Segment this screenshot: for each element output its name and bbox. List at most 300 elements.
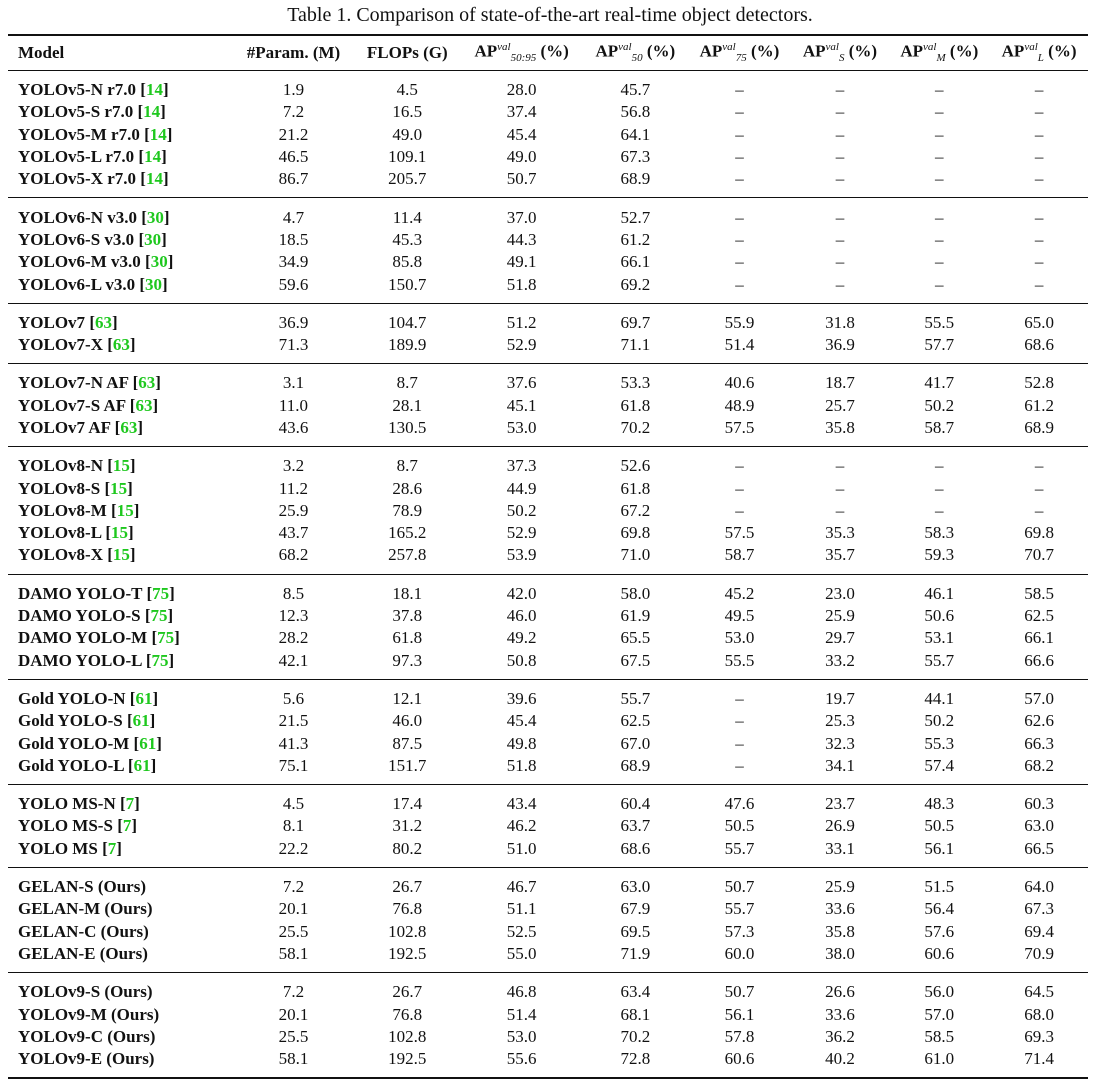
citation-link[interactable]: 61 <box>132 711 150 731</box>
ap-superscript: val <box>825 41 839 54</box>
citation-link[interactable]: 30 <box>144 229 162 249</box>
value-cell: 8.1 <box>282 816 305 836</box>
value-cell: 55.0 <box>460 943 583 973</box>
value-cell: 85.8 <box>392 252 423 272</box>
value-cell: 50.2 <box>506 500 537 520</box>
value-cell: 4.7 <box>282 207 305 227</box>
value-cell: 43.4 <box>506 794 537 814</box>
table-row <box>8 71 1088 102</box>
table-row <box>8 710 1088 732</box>
value-cell: 49.0 <box>506 147 537 167</box>
value-cell: 55.9 <box>724 312 755 332</box>
value-cell: 16.5 <box>392 102 423 122</box>
value-cell: – <box>735 229 744 249</box>
model-name: YOLOv7-X <box>18 335 103 355</box>
value-cell: 56.1 <box>724 1004 755 1024</box>
model-cell: DAMO YOLO-S [75] <box>18 606 174 626</box>
header-param: #Param. (M) <box>246 43 341 62</box>
ap-unit: (%) <box>1043 42 1077 62</box>
table-row <box>8 229 1088 251</box>
model-cell: YOLO MS-N [7] <box>18 794 140 814</box>
model-cell: YOLOv5-N r7.0 [14] <box>18 80 169 100</box>
value-cell: 55.5 <box>687 650 791 680</box>
value-cell: 69.7 <box>620 312 651 332</box>
ap-base: AP <box>802 42 826 62</box>
model-name: Gold YOLO-M <box>18 733 130 753</box>
ap-base: AP <box>595 42 619 62</box>
value-cell: 69.4 <box>1024 921 1054 941</box>
ap-base: AP <box>900 42 924 62</box>
citation-link[interactable]: 30 <box>145 274 163 294</box>
value-cell: 1.9 <box>282 80 305 100</box>
model-name: YOLOv8-M <box>18 500 107 520</box>
table-row <box>8 973 1088 1004</box>
model-cell: Gold YOLO-M [61] <box>18 733 162 753</box>
table-row <box>8 334 1088 364</box>
value-cell: – <box>935 456 944 476</box>
value-cell: 49.2 <box>506 628 537 648</box>
table-row <box>8 921 1088 943</box>
value-cell: 57.3 <box>724 921 755 941</box>
value-cell: – <box>687 273 791 303</box>
value-cell: 34.9 <box>278 252 309 272</box>
model-cell: YOLOv6-N v3.0 [30] <box>18 207 170 227</box>
value-cell: 72.8 <box>583 1048 687 1078</box>
model-cell: YOLOv8-X [15] <box>8 544 232 574</box>
value-cell: 52.9 <box>506 523 537 543</box>
header-ap5095 <box>460 35 583 71</box>
value-cell: 37.0 <box>506 207 537 227</box>
model-name: YOLOv5-X r7.0 <box>18 169 137 189</box>
value-cell: – <box>835 102 845 122</box>
citation-link[interactable]: 75 <box>152 583 170 603</box>
table-row <box>8 251 1088 273</box>
header-row <box>8 35 1088 71</box>
value-cell: 31.2 <box>392 816 423 836</box>
value-cell: 55.7 <box>724 899 755 919</box>
value-cell: 40.2 <box>792 1048 889 1078</box>
value-cell: – <box>835 147 845 167</box>
model-name: DAMO YOLO-S <box>18 606 141 626</box>
value-cell: 19.7 <box>825 688 855 708</box>
value-cell: 63.7 <box>620 816 651 836</box>
value-cell: – <box>835 252 845 272</box>
value-cell: 56.1 <box>888 838 990 868</box>
value-cell: 28.0 <box>506 80 537 100</box>
value-cell: 35.3 <box>825 523 855 543</box>
value-cell: 33.1 <box>792 838 889 868</box>
citation-link[interactable]: 61 <box>133 755 151 775</box>
value-cell: 78.9 <box>392 500 423 520</box>
value-cell: 97.3 <box>355 650 460 680</box>
citation-link[interactable]: 61 <box>135 688 153 708</box>
value-cell: – <box>1034 102 1044 122</box>
value-cell: 25.5 <box>278 921 309 941</box>
citation-link[interactable]: 63 <box>94 312 112 332</box>
value-cell: – <box>835 124 845 144</box>
value-cell: 69.8 <box>620 523 651 543</box>
value-cell: 41.3 <box>278 733 309 753</box>
value-cell: 45.4 <box>506 124 537 144</box>
value-cell: 70.2 <box>620 1026 651 1046</box>
value-cell: 68.9 <box>583 755 687 785</box>
table-row <box>8 574 1088 605</box>
value-cell: 58.0 <box>620 583 651 603</box>
citation-link[interactable]: 14 <box>145 80 163 100</box>
value-cell: 52.8 <box>1024 373 1054 393</box>
value-cell: 5.6 <box>282 688 305 708</box>
value-cell: 57.0 <box>1024 688 1054 708</box>
value-cell: 46.1 <box>924 583 955 603</box>
value-cell: – <box>1034 124 1044 144</box>
table-row <box>8 627 1088 649</box>
value-cell: 71.1 <box>583 334 687 364</box>
value-cell: 57.8 <box>724 1026 755 1046</box>
value-cell: – <box>935 207 944 227</box>
value-cell: 35.7 <box>792 544 889 574</box>
ap-subscript: 50:95 <box>510 52 537 65</box>
table-row <box>8 146 1088 168</box>
value-cell: 87.5 <box>392 733 423 753</box>
value-cell: 102.8 <box>388 921 427 941</box>
value-cell: – <box>735 500 744 520</box>
value-cell: 71.9 <box>583 943 687 973</box>
model-cell: YOLOv5-L r7.0 [14] <box>18 147 167 167</box>
value-cell: 7.2 <box>282 877 305 897</box>
citation-link[interactable]: 75 <box>157 628 175 648</box>
value-cell: – <box>1034 80 1044 100</box>
ap-base: AP <box>1001 42 1025 62</box>
model-cell: YOLOv7-X [63] <box>8 334 232 364</box>
header-ap75 <box>687 35 791 71</box>
value-cell: 50.2 <box>924 711 955 731</box>
value-cell: 61.2 <box>620 229 651 249</box>
value-cell: 43.6 <box>232 417 354 447</box>
citation-link[interactable]: 63 <box>138 373 156 393</box>
value-cell: 62.5 <box>1024 606 1054 626</box>
model-cell: YOLOv8-S [15] <box>18 478 133 498</box>
model-cell: YOLOv7 [63] <box>18 312 118 332</box>
header-flops: FLOPs (G) <box>366 43 448 62</box>
value-cell: 69.2 <box>583 273 687 303</box>
model-name: DAMO YOLO-M <box>18 628 148 648</box>
value-cell: 50.6 <box>924 606 955 626</box>
citation-link[interactable]: 14 <box>144 147 162 167</box>
header-model: Model <box>18 43 65 62</box>
citation-link[interactable]: 75 <box>150 606 168 626</box>
value-cell: 42.0 <box>506 583 537 603</box>
value-cell: 55.6 <box>460 1048 583 1078</box>
value-cell: 11.4 <box>392 207 422 227</box>
value-cell: 18.7 <box>825 373 855 393</box>
value-cell: 46.7 <box>506 877 537 897</box>
ap-superscript: val <box>618 41 632 54</box>
value-cell: 53.0 <box>724 628 755 648</box>
value-cell: 71.0 <box>583 544 687 574</box>
value-cell: 61.2 <box>1024 395 1054 415</box>
value-cell: 68.2 <box>990 755 1088 785</box>
value-cell: 102.8 <box>388 1026 427 1046</box>
value-cell: 26.6 <box>825 982 855 1002</box>
model-name: GELAN-M (Ours) <box>18 899 153 919</box>
header-apm <box>888 35 990 71</box>
citation-link[interactable]: 7 <box>107 838 117 858</box>
citation-link[interactable]: 61 <box>139 733 157 753</box>
value-cell: 20.1 <box>278 899 309 919</box>
value-cell: – <box>735 102 744 122</box>
model-name: YOLOv6-M v3.0 <box>18 252 141 272</box>
citation-link[interactable]: 14 <box>149 124 167 144</box>
citation-link[interactable]: 15 <box>116 500 134 520</box>
value-cell: – <box>735 711 744 731</box>
model-name: YOLO MS-N <box>18 794 116 814</box>
ap-subscript: L <box>1037 52 1044 65</box>
model-cell: YOLOv8-L [15] <box>18 523 134 543</box>
header-aps <box>792 35 889 71</box>
value-cell: 86.7 <box>232 168 354 198</box>
value-cell: 60.6 <box>888 943 990 973</box>
citation-link[interactable]: 15 <box>112 456 130 476</box>
value-cell: – <box>735 688 744 708</box>
value-cell: 21.2 <box>278 124 309 144</box>
value-cell: 7.2 <box>282 102 305 122</box>
value-cell: 68.6 <box>990 334 1088 364</box>
table-row <box>8 544 1088 574</box>
model-name: YOLOv7 <box>18 312 86 332</box>
value-cell: 58.7 <box>687 544 791 574</box>
value-cell: 61.8 <box>392 628 423 648</box>
model-name: YOLOv5-S r7.0 <box>18 102 134 122</box>
value-cell: 50.5 <box>724 816 755 836</box>
value-cell: 52.6 <box>620 456 651 476</box>
value-cell: 59.3 <box>888 544 990 574</box>
value-cell: 45.4 <box>506 711 537 731</box>
model-cell: YOLOv8-M [15] <box>18 500 140 520</box>
value-cell: – <box>935 80 944 100</box>
value-cell: 55.7 <box>687 838 791 868</box>
model-cell: YOLOv5-M r7.0 [14] <box>18 124 173 144</box>
value-cell: 50.7 <box>460 168 583 198</box>
value-cell: 37.6 <box>506 373 537 393</box>
value-cell: 192.5 <box>355 943 460 973</box>
table-row <box>8 477 1088 499</box>
value-cell: 69.5 <box>620 921 651 941</box>
value-cell: 50.2 <box>924 395 955 415</box>
model-cell <box>8 1026 232 1048</box>
model-cell <box>8 973 232 1004</box>
value-cell: 12.3 <box>278 606 309 626</box>
value-cell: 55.7 <box>620 688 651 708</box>
value-cell: 38.0 <box>792 943 889 973</box>
value-cell: – <box>735 478 744 498</box>
model-cell: DAMO YOLO-T [75] <box>18 583 175 603</box>
value-cell: 51.2 <box>506 312 537 332</box>
citation-link[interactable]: 63 <box>135 395 153 415</box>
value-cell: – <box>835 229 845 249</box>
model-name: YOLOv7 AF <box>18 418 111 437</box>
value-cell: 71.3 <box>232 334 354 364</box>
value-cell: 67.3 <box>1024 899 1054 919</box>
table-row <box>8 943 1088 973</box>
value-cell: 37.8 <box>392 606 423 626</box>
citation-link[interactable]: 15 <box>111 523 129 543</box>
value-cell: 4.5 <box>396 80 418 100</box>
ap-unit: (%) <box>844 42 878 62</box>
value-cell: 26.7 <box>392 877 423 897</box>
value-cell: 60.6 <box>687 1048 791 1078</box>
value-cell: 68.9 <box>583 168 687 198</box>
value-cell: 21.5 <box>278 711 309 731</box>
value-cell: 57.7 <box>888 334 990 364</box>
value-cell: 33.6 <box>825 899 855 919</box>
value-cell: 70.2 <box>583 417 687 447</box>
value-cell: – <box>687 755 791 785</box>
value-cell: 22.2 <box>232 838 354 868</box>
table-row <box>8 605 1088 627</box>
value-cell: – <box>990 273 1088 303</box>
ap-superscript: val <box>497 41 511 54</box>
model-name: GELAN-E (Ours) <box>18 943 148 963</box>
model-name: YOLO MS <box>18 838 98 858</box>
value-cell: 8.7 <box>396 456 418 476</box>
value-cell: 41.7 <box>924 373 955 393</box>
citation-link[interactable]: 14 <box>143 102 161 122</box>
model-cell: Gold YOLO-L [61] <box>8 755 232 785</box>
ap-superscript: val <box>1024 41 1038 54</box>
model-cell: YOLOv5-X r7.0 [14] <box>8 168 232 198</box>
model-cell: YOLO MS [7] <box>8 838 232 868</box>
value-cell: – <box>935 252 944 272</box>
value-cell: 48.9 <box>724 395 755 415</box>
value-cell: 28.2 <box>278 628 309 648</box>
citation-link[interactable]: 63 <box>112 335 130 355</box>
value-cell: 7.2 <box>282 982 305 1002</box>
value-cell: 66.6 <box>990 650 1088 680</box>
value-cell: 26.9 <box>825 816 855 836</box>
value-cell: 37.3 <box>506 456 537 476</box>
value-cell: 63.0 <box>620 877 651 897</box>
model-name: YOLOv9-C (Ours) <box>18 1026 156 1046</box>
value-cell: 35.8 <box>792 417 889 447</box>
value-cell: 63.4 <box>620 982 651 1002</box>
value-cell: 45.2 <box>724 583 755 603</box>
value-cell: 68.0 <box>1024 1004 1054 1024</box>
value-cell: 44.1 <box>924 688 955 708</box>
model-name: YOLOv6-N v3.0 <box>18 207 137 227</box>
model-name: YOLOv8-X <box>18 545 103 565</box>
table-row <box>8 364 1088 395</box>
value-cell: 76.8 <box>392 1004 423 1024</box>
value-cell: 42.1 <box>232 650 354 680</box>
citation-link[interactable]: 30 <box>146 207 164 227</box>
citation-link[interactable]: 30 <box>150 252 168 272</box>
model-cell: YOLOv7-N AF [63] <box>18 373 161 393</box>
value-cell: 51.5 <box>924 877 955 897</box>
value-cell: 130.5 <box>355 417 460 447</box>
model-cell: YOLOv6-M v3.0 [30] <box>18 252 174 272</box>
value-cell: – <box>1034 207 1044 227</box>
table-row <box>8 867 1088 898</box>
value-cell: – <box>735 80 744 100</box>
value-cell: 67.2 <box>620 500 651 520</box>
value-cell: 49.5 <box>724 606 755 626</box>
ap-superscript: val <box>923 41 937 54</box>
citation-link[interactable]: 63 <box>120 418 138 437</box>
value-cell: 34.1 <box>792 755 889 785</box>
value-cell: – <box>935 124 944 144</box>
value-cell: – <box>935 229 944 249</box>
table-row <box>8 1048 1088 1078</box>
value-cell: 62.5 <box>620 711 651 731</box>
value-cell: 28.1 <box>392 395 423 415</box>
value-cell: 47.6 <box>724 794 755 814</box>
value-cell: 65.5 <box>620 628 651 648</box>
model-cell: Gold YOLO-S [61] <box>18 711 156 731</box>
value-cell: 71.4 <box>990 1048 1088 1078</box>
value-cell: 49.1 <box>506 252 537 272</box>
citation-link[interactable]: 15 <box>110 478 128 498</box>
table-row <box>8 1003 1088 1025</box>
value-cell: 52.5 <box>506 921 537 941</box>
value-cell: 58.3 <box>924 523 955 543</box>
model-name: Gold YOLO-S <box>18 711 123 731</box>
value-cell: 66.1 <box>1024 628 1054 648</box>
value-cell: 25.9 <box>278 500 309 520</box>
value-cell: – <box>888 273 990 303</box>
value-cell: 11.2 <box>278 478 309 498</box>
value-cell: 45.7 <box>620 80 651 100</box>
value-cell: 53.9 <box>460 544 583 574</box>
model-name: YOLOv9-S (Ours) <box>18 982 153 1002</box>
value-cell: 57.6 <box>924 921 955 941</box>
value-cell: 18.5 <box>278 229 309 249</box>
value-cell: 40.6 <box>724 373 755 393</box>
citation-link[interactable]: 15 <box>112 545 130 565</box>
value-cell: 57.5 <box>724 523 755 543</box>
value-cell: 56.4 <box>924 899 955 919</box>
value-cell: – <box>735 252 744 272</box>
citation-link[interactable]: 7 <box>125 794 135 814</box>
value-cell: 60.4 <box>620 794 651 814</box>
value-cell: 49.0 <box>392 124 423 144</box>
value-cell: 8.5 <box>282 583 305 603</box>
value-cell: 104.7 <box>388 312 427 332</box>
value-cell: 109.1 <box>388 147 427 167</box>
value-cell: 68.6 <box>583 838 687 868</box>
citation-link[interactable]: 14 <box>145 169 163 189</box>
citation-link[interactable]: 75 <box>151 650 169 670</box>
value-cell: 61.0 <box>888 1048 990 1078</box>
value-cell: 61.9 <box>620 606 651 626</box>
value-cell: – <box>835 207 845 227</box>
value-cell: 4.5 <box>282 794 305 814</box>
table-row <box>8 303 1088 334</box>
ap-subscript: 75 <box>735 52 747 65</box>
value-cell: 50.7 <box>724 982 755 1002</box>
value-cell: 63.0 <box>1024 816 1054 836</box>
value-cell: 61.8 <box>620 478 651 498</box>
value-cell: – <box>990 168 1088 198</box>
value-cell: 46.0 <box>392 711 423 731</box>
citation-link[interactable]: 7 <box>122 816 132 836</box>
value-cell: 45.1 <box>506 395 537 415</box>
value-cell: – <box>1034 147 1044 167</box>
value-cell: 23.7 <box>825 794 855 814</box>
value-cell: 50.5 <box>924 816 955 836</box>
value-cell: 52.7 <box>620 207 651 227</box>
value-cell: 25.3 <box>825 711 855 731</box>
ap-superscript: val <box>722 41 736 54</box>
